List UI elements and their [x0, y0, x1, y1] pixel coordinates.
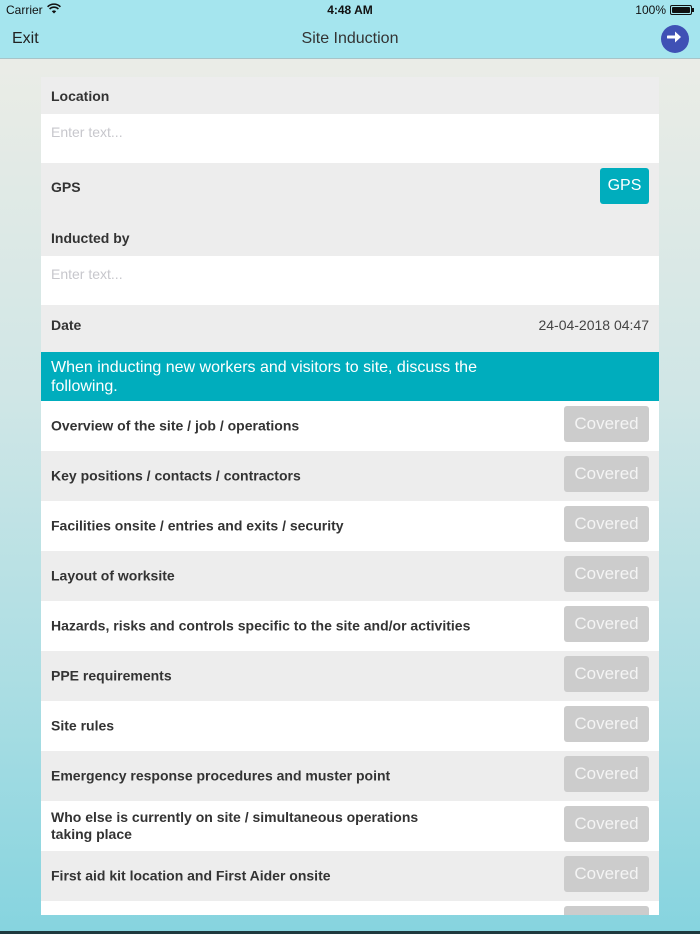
inducted-by-label-row: [41, 218, 659, 256]
inducted-by-label: Inducted by: [51, 230, 130, 246]
gps-button[interactable]: GPS: [600, 168, 649, 204]
location-input-row: [41, 114, 659, 163]
checklist-item: [41, 851, 659, 901]
battery-icon: [670, 5, 692, 15]
covered-button[interactable]: Covered: [564, 656, 649, 692]
checklist-item: [41, 801, 659, 851]
checklist-item-label: Overview of the site / job / operations: [51, 417, 300, 434]
checklist-item-label: Hazards, risks and controls specific to the site and/or activities: [51, 617, 471, 634]
arrow-right-icon: [667, 30, 683, 49]
checklist-item: [41, 401, 659, 451]
gps-row: [41, 163, 659, 218]
inducted-by-input[interactable]: [41, 256, 659, 305]
date-label: Date: [51, 317, 82, 333]
battery-info: [635, 3, 692, 17]
status-time: 4:48 AM: [327, 3, 373, 17]
checklist-item: [41, 501, 659, 551]
next-button[interactable]: [661, 25, 689, 53]
checklist-item-label: Site rules: [51, 717, 115, 734]
location-label-row: [41, 77, 659, 114]
gps-label: GPS: [51, 179, 81, 195]
checklist-item: [41, 701, 659, 751]
checklist-item-label: Facilities onsite / entries and exits / security: [51, 517, 344, 534]
covered-button[interactable]: [564, 906, 649, 915]
banner-text: When inducting new workers and visitors to site, discuss the following.: [51, 359, 477, 395]
covered-button[interactable]: Covered: [564, 756, 649, 792]
status-bar: [0, 0, 700, 20]
checklist-item: [41, 751, 659, 801]
checklist-item-label: Key positions / contacts / contractors: [51, 467, 301, 484]
covered-button[interactable]: Covered: [564, 806, 649, 842]
exit-button[interactable]: Exit: [12, 30, 39, 47]
checklist-item: [41, 601, 659, 651]
location-label: Location: [51, 88, 110, 104]
covered-button[interactable]: Covered: [564, 456, 649, 492]
covered-button[interactable]: Covered: [564, 606, 649, 642]
covered-button[interactable]: Covered: [564, 506, 649, 542]
inducted-by-input-row: [41, 256, 659, 305]
checklist-item-label: Who else is currently on site / simultaneous operations taking place: [51, 809, 419, 842]
battery-percent: 100%: [635, 3, 666, 17]
checklist-item-label: First aid kit location and First Aider onsite: [51, 867, 331, 884]
induction-form: [41, 77, 659, 915]
nav-bar: [0, 20, 700, 59]
covered-button[interactable]: Covered: [564, 856, 649, 892]
carrier-label: Carrier: [6, 3, 43, 17]
checklist-item: [41, 901, 659, 915]
covered-button[interactable]: Covered: [564, 556, 649, 592]
checklist-item: [41, 551, 659, 601]
checklist-item: [41, 451, 659, 501]
covered-button[interactable]: Covered: [564, 406, 649, 442]
checklist-item-label: PPE requirements: [51, 667, 172, 684]
checklist-item: [41, 651, 659, 701]
date-row: [41, 305, 659, 352]
covered-button[interactable]: Covered: [564, 706, 649, 742]
instruction-banner: [41, 352, 659, 401]
page-title: Site Induction: [301, 30, 399, 47]
checklist-item-label: Layout of worksite: [51, 567, 175, 584]
location-input[interactable]: [41, 114, 659, 163]
date-value[interactable]: 24-04-2018 04:47: [538, 317, 649, 333]
checklist-item-label: Emergency response procedures and muster point: [51, 767, 391, 784]
